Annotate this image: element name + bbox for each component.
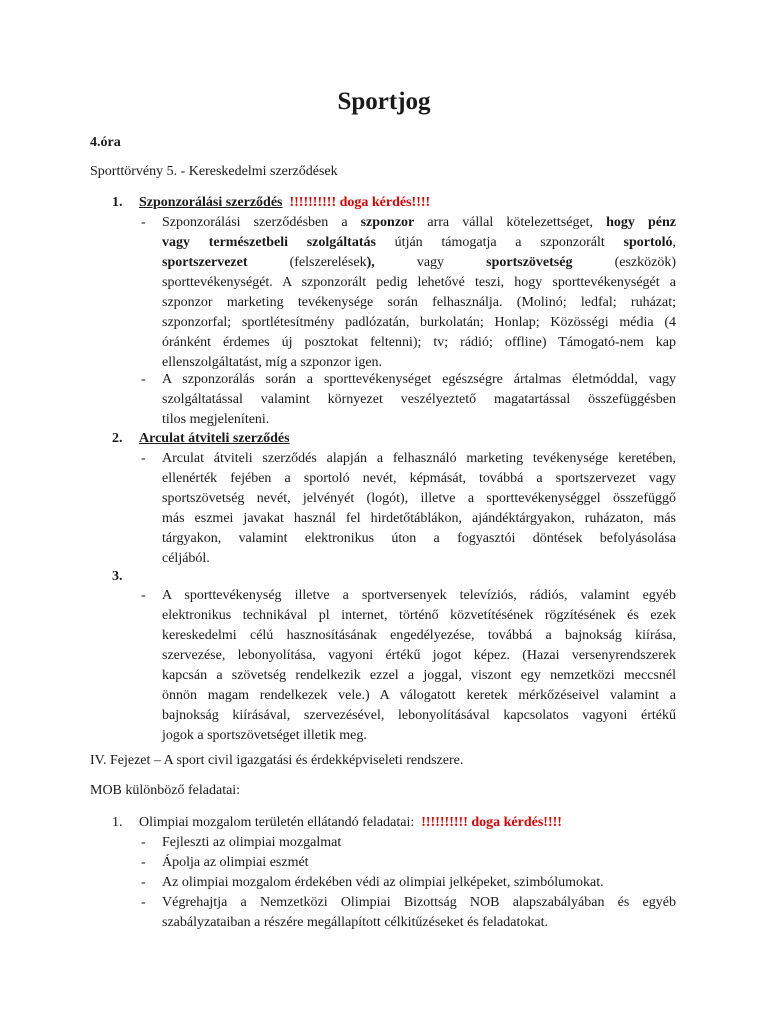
- text-line: [162, 469, 676, 489]
- text-run: (felszerelések: [247, 255, 367, 270]
- text-run: tilos megjeleníteni.: [162, 412, 270, 427]
- text-run: kereskedelmi célú hasznosításának engedélyezése, továbbá a bajnokság kiírása,: [162, 628, 676, 643]
- bold-text-run: vagy természetbeli szolgáltatás: [162, 235, 376, 250]
- mob-item-heading: [139, 813, 562, 833]
- text-line: [162, 333, 676, 353]
- text-run: Végrehajtja a Nemzetközi Olimpiai Bizottság NOB alapszabályában és egyéb: [162, 895, 676, 910]
- text-run: arra vállal kötelezettséget,: [414, 215, 607, 230]
- exam-question-flag: !!!!!!!!!! doga kérdés!!!!: [289, 195, 431, 210]
- text-line: [162, 233, 676, 253]
- bold-text-run: sportszervezet: [162, 255, 248, 270]
- bullet-dash: -: [141, 372, 146, 387]
- text-run: tárgyakon, valamint elektronikus úton a fogyasztói döntések befolyásolása: [162, 531, 676, 546]
- text-line: [162, 313, 676, 333]
- text-run: ellenszolgáltatást, míg a szponzor igen.: [162, 355, 383, 370]
- text-line: [162, 853, 676, 873]
- text-line: [162, 489, 676, 509]
- text-run: más eszmei javakat használ fel hirdetőtáblákon, ajándéktárgyakon, ruházaton, más: [162, 511, 676, 526]
- bullet-dash: -: [141, 855, 146, 870]
- section-1-number: 1.: [112, 195, 123, 210]
- section-3-bullet-1: [162, 586, 676, 746]
- text-line: [162, 726, 676, 746]
- text-run: Fejleszti az olimpiai mozgalmat: [162, 835, 342, 850]
- text-run: önnön magam rendelkezek vele.) A válogatott keretek mérkőzéseivel valamint a: [162, 688, 676, 703]
- text-line: [162, 893, 676, 913]
- bullet-dash: -: [141, 588, 146, 603]
- mob-intro: MOB különböző feladatai:: [90, 783, 241, 798]
- mob-bullet-1: [162, 833, 676, 853]
- text-line: [162, 273, 676, 293]
- text-line: [162, 529, 676, 549]
- text-line: [162, 873, 676, 893]
- text-run: ,: [672, 235, 676, 250]
- lesson-number: 4.óra: [90, 135, 121, 150]
- text-line: [162, 509, 676, 529]
- text-run: A sporttevékenység illetve a sportversenyek televíziós, rádiós, valamint egyéb: [162, 588, 676, 603]
- text-line: [162, 626, 676, 646]
- text-run: szolgáltatással valamint környezet veszélyeztető magatartással összefüggésben: [162, 392, 676, 407]
- text-run: vagy: [374, 255, 487, 270]
- text-line: [162, 586, 676, 606]
- text-line: [162, 370, 676, 390]
- mob-item-number: 1.: [112, 815, 123, 830]
- mob-bullet-2: [162, 853, 676, 873]
- text-run: Az olimpiai mozgalom érdekében védi az olimpiai jelképeket, szimbólumokat.: [162, 875, 604, 890]
- text-line: [162, 833, 676, 853]
- text-run: szervezése, lebonyolítása, vagyoni értékű jogot képez. (Hazai versenyrendszerek: [162, 648, 676, 663]
- bold-text-run: hogy pénz: [606, 215, 676, 230]
- text-line: [162, 646, 676, 666]
- text-line: [162, 706, 676, 726]
- bullet-dash: -: [141, 451, 146, 466]
- section-2-heading-text: Arculat átviteli szerződés: [139, 431, 290, 446]
- mob-bullet-4: [162, 893, 676, 933]
- text-line: [162, 913, 676, 933]
- section-2-heading: [139, 429, 290, 449]
- text-line: [162, 293, 676, 313]
- text-run: (eszközök): [572, 255, 676, 270]
- text-line: [162, 449, 676, 469]
- text-run: céljából.: [162, 551, 210, 566]
- text-run: A szponzorálás során a sporttevékenységet egészségre ártalmas életmóddal, vagy: [162, 372, 676, 387]
- text-run: útján támogatja a szponzorált: [375, 235, 624, 250]
- text-run: Ápolja az olimpiai eszmét: [162, 855, 309, 870]
- text-run: elektronikus technikával pl internet, történő közvetítésének rögzítésének és ezek: [162, 608, 676, 623]
- section-1-heading-text: Szponzorálási szerződés: [139, 195, 283, 210]
- section-subtitle: Sporttörvény 5. - Kereskedelmi szerződések: [90, 164, 338, 179]
- text-line: [162, 390, 676, 410]
- bullet-dash: -: [141, 215, 146, 230]
- text-run: óránként érdemes új posztokat feltenni); tv; rádió; offline) Támogató-nem kap: [162, 335, 676, 350]
- text-run: jogok a sportszövetséget illetik meg.: [162, 728, 367, 743]
- text-line: [162, 549, 676, 569]
- chapter-heading: IV. Fejezet – A sport civil igazgatási és érdekképviseleti rendszere.: [90, 753, 464, 768]
- bullet-dash: -: [141, 875, 146, 890]
- section-3-number: 3.: [112, 569, 123, 584]
- text-run: sporttevékenységét. A szponzorált pedig lehetővé teszi, hogy sporttevékenységét a: [162, 275, 676, 290]
- bullet-dash: -: [141, 835, 146, 850]
- text-line: [162, 606, 676, 626]
- text-line: [162, 666, 676, 686]
- bullet-dash: -: [141, 895, 146, 910]
- mob-item-heading-text: Olimpiai mozgalom területén ellátandó feladatai:: [139, 815, 415, 830]
- bold-text-run: szponzor: [360, 215, 415, 230]
- bold-text-run: ),: [366, 255, 375, 270]
- mob-bullet-3: [162, 873, 676, 893]
- bold-text-run: sportszövetség: [486, 255, 573, 270]
- text-line: [162, 253, 676, 273]
- text-run: szabályzataiban a részére megállapított célkitűzéseket és feladatokat.: [162, 915, 548, 930]
- text-run: szponzor marketing tevékenysége során felhasználja. (Molinó; ledfal; ruházat;: [162, 295, 676, 310]
- text-run: ellenérték fejében a sportoló nevét, képmását, továbbá a sportszervezet vagy: [162, 471, 676, 486]
- text-line: [162, 213, 676, 233]
- section-1-bullet-1: [162, 213, 676, 373]
- text-run: sportszövetség nevét, jelvényét (logót), illetve a sporttevékenységgel összefüggő: [162, 491, 676, 506]
- section-1-bullet-2: [162, 370, 676, 430]
- text-run: Arculat átviteli szerződés alapján a felhasználó marketing tevékenysége keretében,: [162, 451, 676, 466]
- section-2-bullet-1: [162, 449, 676, 569]
- exam-question-flag: !!!!!!!!!! doga kérdés!!!!: [421, 815, 562, 830]
- text-line: [162, 410, 676, 430]
- bold-text-run: sportoló: [623, 235, 673, 250]
- text-run: szponzorfal; sportlétesítmény padlózatán, burkolatán; Honlap; Közösségi média (4: [162, 315, 676, 330]
- text-run: kapcsán a szövetség rendelkezik ezzel a joggal, viszont egy nemzetközi meccsnél: [162, 668, 676, 683]
- text-run: bajnokság kiírásával, szervezésével, lebonyolításával kapcsolatos vagyoni értékű: [162, 708, 676, 723]
- section-1-heading: [139, 193, 430, 213]
- section-2-number: 2.: [112, 431, 123, 446]
- text-line: [162, 686, 676, 706]
- page-title: Sportjog: [337, 88, 431, 115]
- text-run: Szponzorálási szerződésben a: [162, 215, 361, 230]
